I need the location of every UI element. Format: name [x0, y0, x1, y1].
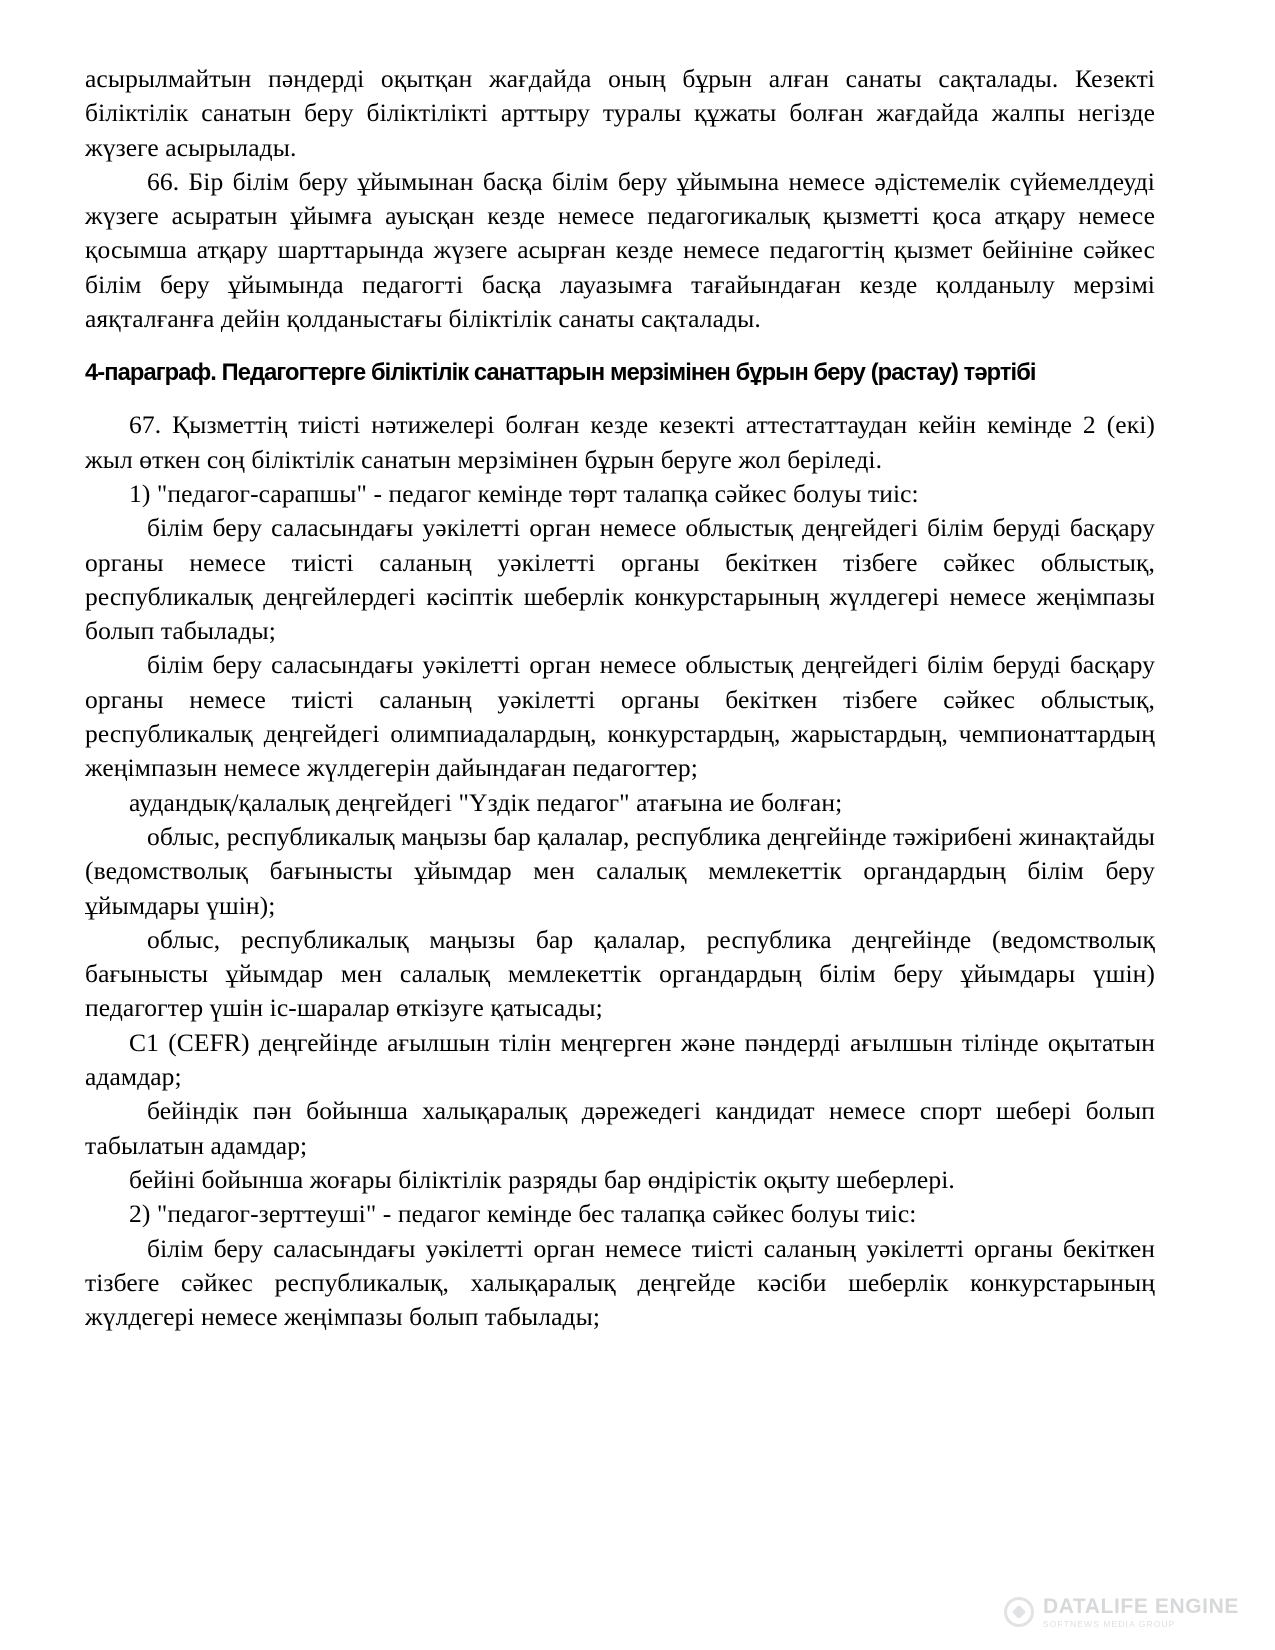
document-body [85, 62, 1155, 1334]
requirement-1-g: бейіндік пән бойынша халықаралық дәрежедегі кандидат немесе спорт шебері болып табылатын адамдар; [85, 1096, 1155, 1160]
list-item-2-pedagog-zertteushi: 2) "педагог-зерттеуші" - педагог кемінде бес талапқа сәйкес болуы тиіс: [129, 1199, 917, 1229]
section-heading-paragraph-4: 4-параграф. Педагогтерге біліктілік санаттарын мерзімінен бұрын беру (растау) тәртібі [85, 359, 1036, 387]
requirement-1-d: облыс, республикалық маңызы бар қалалар, республика деңгейінде тәжірибені жинақтайды (ведомстволық бағынысты ұйымдар мен салалық мемлекеттік органдардың білім беру ұйымдары үшін); [85, 821, 1155, 920]
diamond-circle-icon [1004, 1597, 1034, 1627]
watermark-text [1043, 1596, 1239, 1629]
paragraph-66: 66. Бір білім беру ұйымынан басқа білім беру ұйымына немесе әдістемелік сүйемелдеуді жүзеге асыратын ұйымға ауысқан кезде немесе педагогикалық қызметті қоса атқару немесе қосымша атқару шарттарында жүзеге асырған кезде немесе педагогтің қызмет бейініне сәйкес білім беру ұйымында педагогті басқа лауазымға тағайындаған кезде қолданылу мерзімі аяқталғанға дейін қолданыстағы біліктілік санаты сақталады. [85, 166, 1155, 334]
requirement-1-f: C1 (CEFR) деңгейінде ағылшын тілін меңгерген және пәндерді ағылшын тілінде оқытатын адамдар; [85, 1027, 1155, 1092]
paragraph-67: 67. Қызметтің тиісті нәтижелері болған кезде кезекті аттестаттаудан кейін кемінде 2 (екі) жыл өткен соң біліктілік санатын мерзімінен бұрын беруге жол беріледі. [85, 410, 1155, 474]
watermark [1004, 1596, 1239, 1629]
requirement-1-b: білім беру саласындағы уәкілетті орган немесе облыстық деңгейдегі білім беруді басқару органы немесе тиісті саланың уәкілетті органы бекіткен тізбеге сәйкес облыстық, республикалық деңгейдегі олимпиадалардың, конкурстардың, жарыстардың, чемпионаттардың жеңімпазын немесе жүлдегерін дайындаған педагогтер; [85, 650, 1155, 783]
requirement-1-h: бейіні бойынша жоғары біліктілік разряды бар өндірістік оқыту шеберлері. [129, 1164, 955, 1194]
paragraph-carryover: асырылмайтын пәндерді оқытқан жағдайда оның бұрын алған санаты сақталады. Кезекті біліктілік санатын беру біліктілікті арттыру туралы құжаты болған жағдайда жалпы негізде жүзеге асырылады. [85, 64, 1155, 162]
requirement-1-c: аудандық/қалалық деңгейдегі "Үздік педагог" атағына ие болған; [129, 787, 843, 817]
watermark-title: DATALIFE ENGINE [1042, 1594, 1239, 1618]
list-item-1-pedagog-sarapshy: 1) "педагог-сарапшы" - педагог кемінде төрт талапқа сәйкес болуы тиіс: [129, 478, 919, 508]
watermark-subtitle: SOFTNEWS MEDIA GROUP [1042, 1618, 1176, 1629]
requirement-2-a: білім беру саласындағы уәкілетті орган немесе тиісті саланың уәкілетті органы бекіткен тізбеге сәйкес республикалық, халықаралық деңгейде кәсіби шеберлік конкурстарының жүлдегері немесе жеңімпазы болып табылады; [85, 1233, 1155, 1332]
requirement-1-e: облыс, республикалық маңызы бар қалалар, республика деңгейінде (ведомстволық бағынысты ұйымдар мен салалық мемлекеттік органдардың білім беру ұйымдары үшін) педагогтер үшін іс-шаралар өткізуге қатысады; [85, 924, 1155, 1023]
requirement-1-a: білім беру саласындағы уәкілетті орган немесе облыстық деңгейдегі білім беруді басқару органы немесе тиісті саланың уәкілетті органы бекіткен тізбеге сәйкес облыстық, республикалық деңгейлердегі кәсіптік шеберлік конкурстарының жүлдегері немесе жеңімпазы болып табылады; [85, 513, 1155, 646]
